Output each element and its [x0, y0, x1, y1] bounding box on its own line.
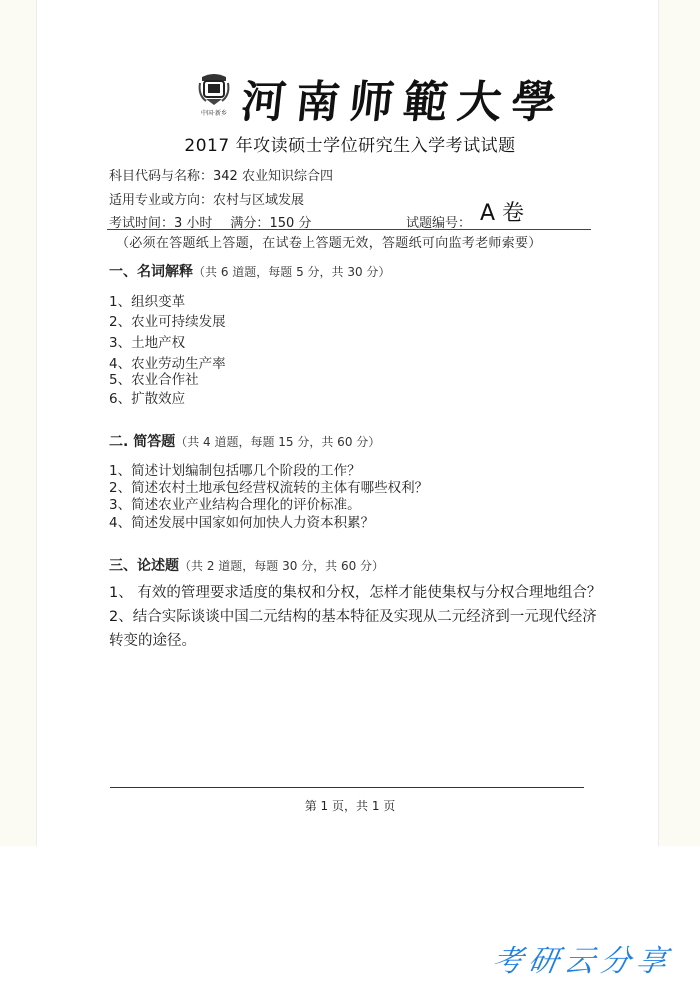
section-1-heading: [109, 261, 390, 281]
time-label: 考试时间：: [109, 216, 175, 231]
subject-value: 342 农业知识综合四: [213, 169, 333, 184]
section-title: 一、名词解释: [109, 264, 193, 280]
section-2-heading: [109, 431, 380, 451]
major-label: 适用专业或方向：: [109, 193, 214, 208]
section-title: 三、论述题: [109, 558, 179, 574]
page-number: 第 1 页，共 1 页: [304, 799, 396, 813]
section-scoring: （共 6 道题，每题 5 分，共 30 分）: [193, 265, 391, 279]
list-item-continuation: 转变的途径。: [109, 633, 196, 649]
score-label: 满分：: [230, 216, 270, 231]
answer-sheet-notice: （必须在答题纸上答题，在试卷上答题无效，答题纸可向监考老师索要）: [116, 236, 542, 251]
list-item: 3、土地产权: [109, 335, 186, 351]
paper-variant: A 卷: [480, 201, 525, 226]
scan-margin-right: [658, 0, 700, 846]
section-title: 二. 简答题: [109, 434, 176, 450]
score-value: 150 分: [269, 216, 312, 231]
list-item: 2、简述农村土地承包经营权流转的主体有哪些权利？: [109, 480, 429, 496]
subject-label: 科目代码与名称：: [109, 169, 214, 184]
list-item: 6、扩散效应: [109, 391, 186, 407]
major-value: 农村与区域发展: [213, 193, 305, 208]
exam-code-label: 试题编号：: [406, 216, 472, 231]
list-item: 2、结合实际谈谈中国二元结构的基本特征及实现从二元经济到一元现代经济: [109, 609, 597, 625]
list-item: 1、简述计划编制包括哪几个阶段的工作？: [109, 463, 361, 479]
exam-title: 2017 年攻读硕士学位研究生入学考试试题: [184, 136, 516, 156]
list-item: 1、 有效的管理要求适度的集权和分权，怎样才能使集权与分权合理地组合？: [109, 585, 602, 601]
header-divider: [107, 229, 591, 230]
list-item: 2、农业可持续发展: [109, 314, 226, 330]
svg-text:中国·新乡: 中国·新乡: [201, 110, 227, 117]
section-scoring: （共 4 道题，每题 15 分，共 60 分）: [175, 435, 381, 449]
list-item: 4、简述发展中国家如何加快人力资本积累？: [109, 515, 375, 531]
list-item: 1、组织变革: [109, 294, 186, 310]
list-item: 4、农业劳动生产率: [109, 356, 226, 372]
section-scoring: （共 2 道题，每题 30 分，共 60 分）: [179, 559, 385, 573]
list-item: 5、农业合作社: [109, 372, 199, 388]
time-value: 3 小时: [174, 216, 213, 231]
watermark: 考研云分享: [489, 944, 676, 979]
list-item: 3、简述农业产业结构合理化的评价标准。: [109, 497, 361, 513]
subject-line: [109, 165, 333, 184]
university-emblem-icon: [196, 73, 232, 117]
major-line: [109, 189, 304, 208]
footer-divider: [110, 787, 584, 788]
scan-margin-left: [0, 0, 37, 846]
university-name: 河南师範大學: [238, 77, 569, 128]
section-3-heading: [109, 555, 384, 575]
